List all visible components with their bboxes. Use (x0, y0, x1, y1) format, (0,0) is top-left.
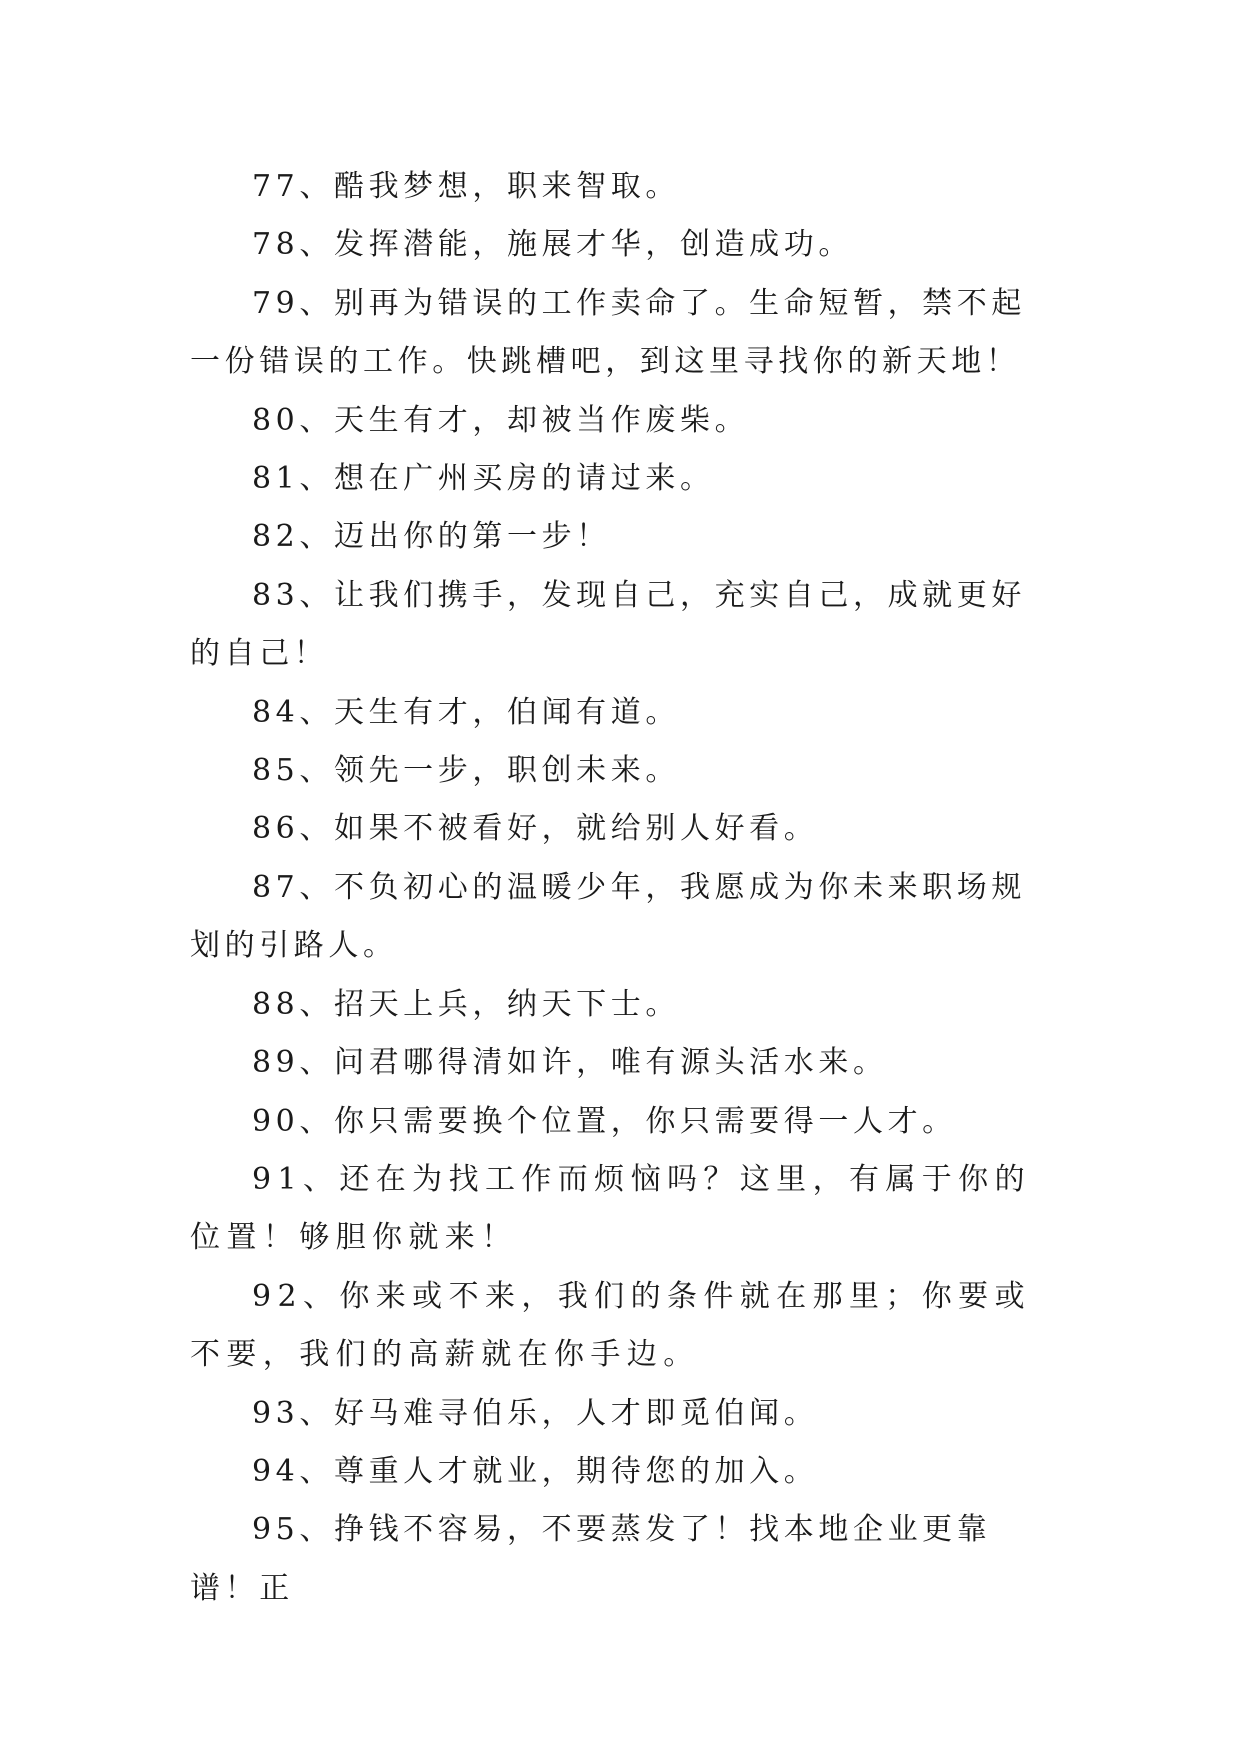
list-item: 92、你来或不来，我们的条件就在那里；你要或不要，我们的高薪就在你手边。 (190, 1278, 1031, 1373)
list-item: 81、想在广州买房的请过来。 (252, 461, 715, 497)
list-item: 77、酷我梦想，职来智取。 (252, 169, 680, 204)
list-item: 85、领先一步，职创未来。 (252, 753, 680, 789)
list-item: 88、招天上兵，纳天下士。 (252, 986, 680, 1022)
list-item: 78、发挥潜能，施展才华，创造成功。 (252, 227, 853, 263)
list-item: 93、好马难寻伯乐，人才即觅伯闻。 (252, 1395, 819, 1431)
list-item: 91、还在为找工作而烦恼吗？这里，有属于你的位置！够胆你就来！ (190, 1161, 1031, 1256)
list-item: 95、挣钱不容易，不要蒸发了！找本地企业更靠谱！正 (190, 1512, 992, 1606)
list-item: 84、天生有才，伯闻有道。 (252, 694, 680, 730)
list-item: 87、不负初心的温暖少年，我愿成为你未来职场规划的引路人。 (190, 869, 1026, 964)
list-item: 90、你只需要换个位置，你只需要得一人才。 (252, 1103, 957, 1139)
list-item: 89、问君哪得清如许，唯有源头活水来。 (252, 1045, 888, 1081)
list-item: 80、天生有才，却被当作废柴。 (252, 402, 750, 438)
list-item: 79、别再为错误的工作卖命了。生命短暂，禁不起一份错误的工作。快跳槽吧，到这里寻找你的新天地！ (190, 285, 1026, 380)
document-body (190, 158, 1052, 1618)
list-item: 82、迈出你的第一步！ (252, 519, 611, 555)
list-item: 94、尊重人才就业，期待您的加入。 (252, 1453, 819, 1489)
list-item: 86、如果不被看好，就给别人好看。 (252, 811, 819, 847)
list-item: 83、让我们携手，发现自己，充实自己，成就更好的自己！ (190, 577, 1026, 672)
